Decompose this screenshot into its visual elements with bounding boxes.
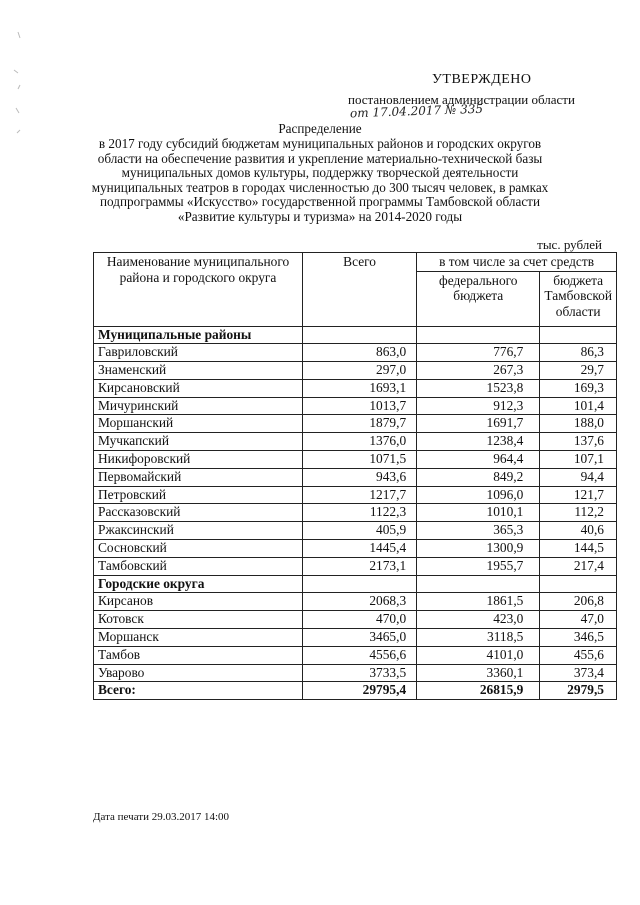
total-value: 2173,1 xyxy=(303,557,417,575)
federal-value: 1096,0 xyxy=(417,486,540,504)
municipality-name: Гавриловский xyxy=(94,344,303,362)
municipality-name: Мучкапский xyxy=(94,433,303,451)
federal-value: 1300,9 xyxy=(417,540,540,558)
table-row xyxy=(94,664,617,682)
municipality-name: Никифоровский xyxy=(94,451,303,469)
regional-value: 94,4 xyxy=(540,468,617,486)
regional-value: 206,8 xyxy=(540,593,617,611)
regional-value: 455,6 xyxy=(540,646,617,664)
empty-cell xyxy=(303,326,417,344)
total-value: 1013,7 xyxy=(303,397,417,415)
table-row xyxy=(94,415,617,433)
table-row xyxy=(94,379,617,397)
municipality-name: Кирсановский xyxy=(94,379,303,397)
total-value: 943,6 xyxy=(303,468,417,486)
federal-value: 365,3 xyxy=(417,522,540,540)
regional-value: 346,5 xyxy=(540,629,617,647)
grand-regional-value: 2979,5 xyxy=(540,682,617,700)
regional-value: 121,7 xyxy=(540,486,617,504)
total-row xyxy=(94,682,617,700)
table-row xyxy=(94,540,617,558)
federal-value: 3360,1 xyxy=(417,664,540,682)
federal-value: 849,2 xyxy=(417,468,540,486)
empty-cell xyxy=(540,575,617,593)
header-including: в том числе за счет средств xyxy=(417,253,617,272)
federal-value: 4101,0 xyxy=(417,646,540,664)
federal-value: 1861,5 xyxy=(417,593,540,611)
table-row xyxy=(94,362,617,380)
document-subtitle: в 2017 году субсидий бюджетам муниципальных районов и городских округов области на обеспечение развития и укрепление материально-технической базы муниципальных домов культуры, поддержку творческой деятельности муниципальных театров в городах численностью до 300 тысяч человек, в рамках подпрограммы «Искусство» государственной программы Тамбовской области «Развитие культуры и туризма» на 2014-2020 годы xyxy=(91,136,549,224)
municipality-name: Мичуринский xyxy=(94,397,303,415)
municipality-name: Моршанск xyxy=(94,629,303,647)
regional-value: 40,6 xyxy=(540,522,617,540)
table-row xyxy=(94,451,617,469)
empty-cell xyxy=(303,575,417,593)
total-value: 1217,7 xyxy=(303,486,417,504)
subsidy-table xyxy=(93,252,617,700)
table-body xyxy=(94,326,617,700)
group-title: Городские округа xyxy=(94,575,303,593)
document-title: Распределение xyxy=(278,121,362,136)
federal-value: 964,4 xyxy=(417,451,540,469)
header-name: Наименование муниципального района и городского округа xyxy=(94,253,303,327)
total-value: 1693,1 xyxy=(303,379,417,397)
federal-value: 1691,7 xyxy=(417,415,540,433)
print-date: Дата печати 29.03.2017 14:00 xyxy=(93,811,230,823)
regional-value: 373,4 xyxy=(540,664,617,682)
table-row xyxy=(94,646,617,664)
unit-label: тыс. рублей xyxy=(537,237,602,252)
municipality-name: Первомайский xyxy=(94,468,303,486)
total-value: 470,0 xyxy=(303,611,417,629)
group-header-row xyxy=(94,326,617,344)
regional-value: 112,2 xyxy=(540,504,617,522)
total-value: 1122,3 xyxy=(303,504,417,522)
total-value: 1376,0 xyxy=(303,433,417,451)
federal-value: 267,3 xyxy=(417,362,540,380)
header-federal: федерального бюджета xyxy=(417,271,540,326)
table-row xyxy=(94,522,617,540)
municipality-name: Котовск xyxy=(94,611,303,629)
total-value: 1071,5 xyxy=(303,451,417,469)
municipality-name: Моршанский xyxy=(94,415,303,433)
table-row xyxy=(94,468,617,486)
table-row xyxy=(94,611,617,629)
empty-cell xyxy=(417,575,540,593)
total-value: 1445,4 xyxy=(303,540,417,558)
regional-value: 217,4 xyxy=(540,557,617,575)
total-value: 3465,0 xyxy=(303,629,417,647)
group-title: Муниципальные районы xyxy=(94,326,303,344)
total-value: 1879,7 xyxy=(303,415,417,433)
approval-stamp-title: УТВЕРЖДЕНО xyxy=(432,72,532,87)
regional-value: 137,6 xyxy=(540,433,617,451)
federal-value: 1238,4 xyxy=(417,433,540,451)
regional-value: 86,3 xyxy=(540,344,617,362)
total-value: 405,9 xyxy=(303,522,417,540)
municipality-name: Знаменский xyxy=(94,362,303,380)
regional-value: 101,4 xyxy=(540,397,617,415)
total-value: 297,0 xyxy=(303,362,417,380)
municipality-name: Кирсанов xyxy=(94,593,303,611)
federal-value: 3118,5 xyxy=(417,629,540,647)
header-regional: бюджета Тамбовской области xyxy=(540,271,617,326)
total-value: 2068,3 xyxy=(303,593,417,611)
regional-value: 29,7 xyxy=(540,362,617,380)
grand-federal-value: 26815,9 xyxy=(417,682,540,700)
total-value: 4556,6 xyxy=(303,646,417,664)
empty-cell xyxy=(417,326,540,344)
regional-value: 47,0 xyxy=(540,611,617,629)
total-value: 863,0 xyxy=(303,344,417,362)
municipality-name: Сосновский xyxy=(94,540,303,558)
federal-value: 776,7 xyxy=(417,344,540,362)
federal-value: 423,0 xyxy=(417,611,540,629)
table-row xyxy=(94,557,617,575)
federal-value: 1010,1 xyxy=(417,504,540,522)
municipality-name: Рассказовский xyxy=(94,504,303,522)
empty-cell xyxy=(540,326,617,344)
table-row xyxy=(94,397,617,415)
table-row xyxy=(94,433,617,451)
municipality-name: Ржаксинский xyxy=(94,522,303,540)
municipality-name: Тамбовский xyxy=(94,557,303,575)
table-row xyxy=(94,629,617,647)
total-label: Всего: xyxy=(94,682,303,700)
federal-value: 1955,7 xyxy=(417,557,540,575)
table-row xyxy=(94,593,617,611)
municipality-name: Тамбов xyxy=(94,646,303,664)
regional-value: 169,3 xyxy=(540,379,617,397)
regional-value: 144,5 xyxy=(540,540,617,558)
approval-resolution: постановлением администрации области xyxy=(348,92,575,107)
municipality-name: Петровский xyxy=(94,486,303,504)
grand-total-value: 29795,4 xyxy=(303,682,417,700)
municipality-name: Уварово xyxy=(94,664,303,682)
table-row xyxy=(94,486,617,504)
federal-value: 1523,8 xyxy=(417,379,540,397)
handwritten-date-number: от 17.04.2017 № 335 xyxy=(349,101,484,121)
table-row xyxy=(94,504,617,522)
federal-value: 912,3 xyxy=(417,397,540,415)
group-header-row xyxy=(94,575,617,593)
margin-pencil-marks xyxy=(8,30,28,230)
regional-value: 107,1 xyxy=(540,451,617,469)
header-total: Всего xyxy=(303,253,417,327)
regional-value: 188,0 xyxy=(540,415,617,433)
table-row xyxy=(94,344,617,362)
total-value: 3733,5 xyxy=(303,664,417,682)
